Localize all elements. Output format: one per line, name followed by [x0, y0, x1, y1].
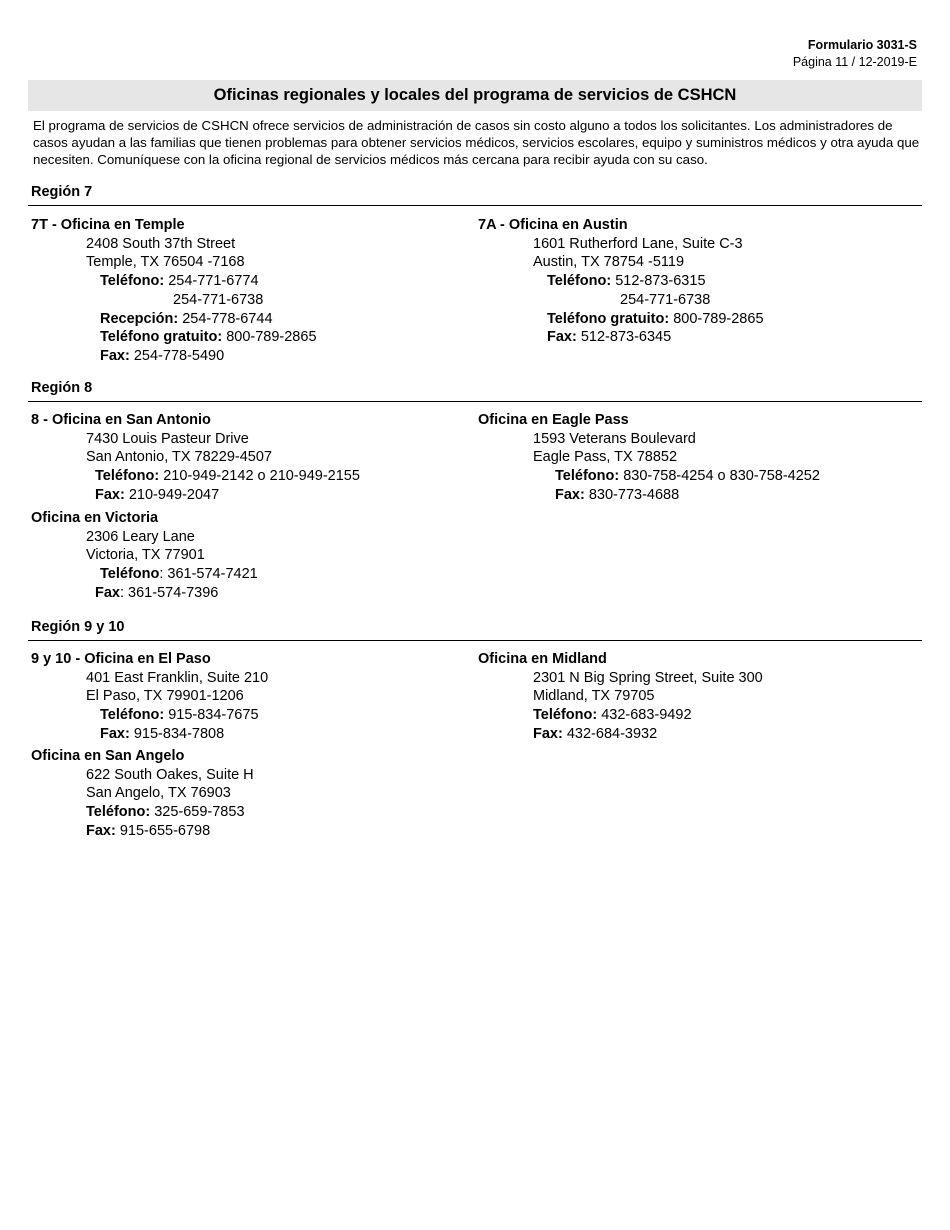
region-divider [28, 401, 922, 402]
office-address-line1: 2301 N Big Spring Street, Suite 300 [533, 669, 763, 686]
office-name: Oficina en San Angelo [31, 748, 185, 764]
office-fax: Fax: 512-873-6345 [547, 329, 672, 346]
office-tollfree: Teléfono gratuito: 800-789-2865 [547, 310, 764, 327]
office-address-line2: Victoria, TX 77901 [86, 547, 205, 564]
office-victoria [31, 509, 258, 603]
office-address-line1: 1601 Rutherford Lane, Suite C-3 [533, 235, 743, 252]
office-name: Oficina en Eagle Pass [478, 412, 629, 428]
office-phone-secondary: 254-771-6738 [620, 291, 711, 308]
office-san-angelo [31, 747, 254, 841]
office-phone-secondary: 254-771-6738 [173, 291, 264, 308]
office-phone: Teléfono: 325-659-7853 [86, 804, 245, 821]
office-address-line1: 2306 Leary Lane [86, 528, 195, 545]
office-phone: Teléfono: 512-873-6315 [547, 273, 706, 290]
office-address-line1: 401 East Franklin, Suite 210 [86, 669, 269, 686]
office-reception: Recepción: 254-778-6744 [100, 310, 273, 327]
office-phone: Teléfono: 210-949-2142 o 210-949-2155 [95, 468, 360, 485]
region-divider [28, 640, 922, 641]
office-san-antonio [31, 411, 360, 505]
office-eagle-pass [478, 411, 820, 505]
office-name: 7A - Oficina en Austin [478, 217, 628, 233]
office-el-paso [31, 650, 268, 744]
office-phone: Teléfono: 915-834-7675 [100, 707, 259, 724]
office-fax: Fax: 432-684-3932 [533, 725, 658, 742]
office-fax: Fax: 210-949-2047 [95, 486, 220, 503]
office-austin [478, 216, 764, 347]
office-fax: Fax: 915-834-7808 [100, 725, 225, 742]
office-temple [31, 216, 317, 366]
office-address-line1: 2408 South 37th Street [86, 235, 236, 252]
office-phone: Teléfono: 254-771-6774 [100, 273, 259, 290]
office-midland [478, 650, 763, 744]
office-name: 9 y 10 - Oficina en El Paso [31, 651, 211, 667]
office-fax: Fax: 915-655-6798 [86, 822, 211, 839]
office-address-line2: San Angelo, TX 76903 [86, 785, 231, 802]
region-heading-9-10: Región 9 y 10 [31, 619, 125, 635]
intro-paragraph: El programa de servicios de CSHCN ofrece servicios de administración de casos sin costo alguno a todos los solicitantes. Los administradores de casos ayudan a las familias que tienen problemas para obtener servicios médicos, servicios escolares, equipo y suministros médicos y otra ayuda que necesiten. Comuníquese con la oficina regional de servicios médicos más cercana para recibir ayuda con su caso. [33, 118, 920, 167]
office-address-line2: Midland, TX 79705 [533, 688, 655, 705]
office-address-line2: Austin, TX 78754 -5119 [533, 254, 685, 271]
office-address-line2: El Paso, TX 79901-1206 [86, 688, 244, 705]
office-phone: Teléfono: 432-683-9492 [533, 707, 692, 724]
office-name: 8 - Oficina en San Antonio [31, 412, 211, 428]
office-address-line2: Temple, TX 76504 -7168 [86, 254, 245, 271]
office-tollfree: Teléfono gratuito: 800-789-2865 [100, 329, 317, 346]
office-address-line1: 1593 Veterans Boulevard [533, 430, 696, 447]
office-address-line2: Eagle Pass, TX 78852 [533, 449, 678, 466]
office-fax: Fax: 830-773-4688 [555, 486, 680, 503]
office-name: Oficina en Victoria [31, 510, 159, 526]
page-title: Oficinas regionales y locales del programa de servicios de CSHCN [28, 80, 922, 111]
office-fax: Fax: 254-778-5490 [100, 347, 225, 364]
office-address-line1: 7430 Louis Pasteur Drive [86, 430, 249, 447]
form-id: Formulario 3031-S [807, 38, 917, 52]
region-heading-8: Región 8 [31, 380, 93, 396]
office-address-line1: 622 South Oakes, Suite H [86, 766, 254, 783]
region-divider [28, 205, 922, 206]
office-name: Oficina en Midland [478, 651, 607, 667]
page-number: Página 11 / 12-2019-E [792, 55, 917, 69]
office-address-line2: San Antonio, TX 78229-4507 [86, 449, 272, 466]
office-fax: Fax: 361-574-7396 [95, 584, 219, 601]
region-heading-7: Región 7 [31, 184, 93, 200]
form-meta [793, 37, 917, 71]
office-name: 7T - Oficina en Temple [31, 217, 185, 233]
office-phone: Teléfono: 361-574-7421 [100, 566, 258, 583]
office-phone: Teléfono: 830-758-4254 o 830-758-4252 [555, 468, 820, 485]
